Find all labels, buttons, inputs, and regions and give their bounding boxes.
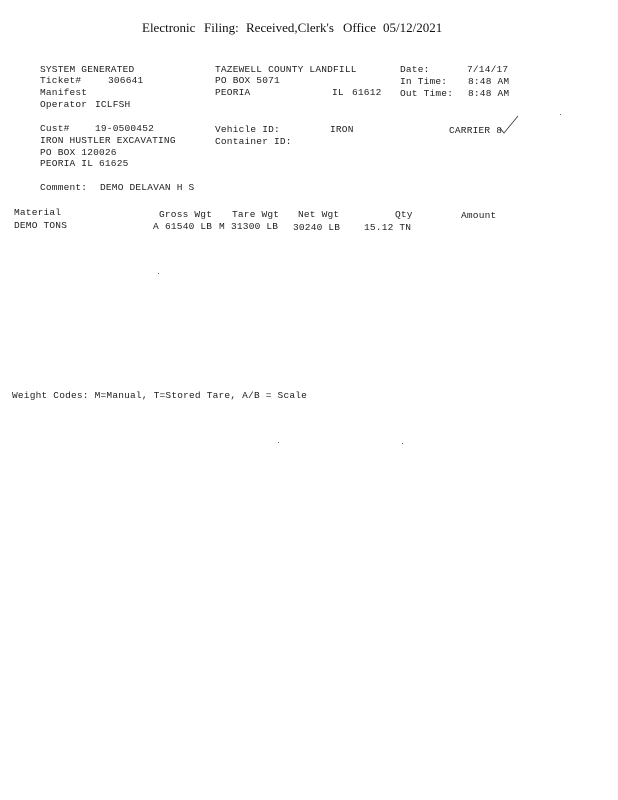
system-generated: SYSTEM GENERATED bbox=[40, 64, 135, 75]
facility-zip: 61612 bbox=[352, 87, 382, 98]
scan-speck bbox=[560, 114, 561, 115]
col-amount: Amount bbox=[461, 210, 497, 221]
operator-label: Operator bbox=[40, 99, 88, 110]
checkmark-icon bbox=[498, 114, 520, 136]
comment-value: DEMO DELAVAN H S bbox=[100, 182, 195, 193]
row-qty: 15.12 TN bbox=[364, 222, 412, 233]
out-time-label: Out Time: bbox=[400, 88, 454, 99]
filing-label: Filing: bbox=[204, 20, 239, 35]
col-tare: Tare Wgt bbox=[232, 209, 280, 220]
facility-state: IL bbox=[332, 87, 344, 98]
cust-number: 19-0500452 bbox=[95, 123, 155, 134]
row-gross-code: A bbox=[153, 221, 159, 232]
facility-box: PO BOX 5071 bbox=[215, 75, 280, 86]
vehicle-label: Vehicle ID: bbox=[215, 124, 280, 135]
row-net: 30240 LB bbox=[293, 222, 341, 233]
cust-label: Cust# bbox=[40, 123, 70, 134]
manifest-label: Manifest bbox=[40, 87, 88, 98]
ticket-number: 306641 bbox=[108, 75, 144, 86]
col-gross: Gross Wgt bbox=[159, 209, 213, 220]
date-label: Date: bbox=[400, 64, 430, 75]
filing-received: Received,Clerk's bbox=[246, 20, 334, 35]
out-time-value: 8:48 AM bbox=[468, 88, 510, 99]
date-value: 7/14/17 bbox=[467, 64, 509, 75]
comment-label: Comment: bbox=[40, 182, 88, 193]
ticket-label: Ticket# bbox=[40, 75, 82, 86]
filing-office: Office bbox=[343, 20, 376, 35]
customer-box: PO BOX 120026 bbox=[40, 147, 117, 158]
col-net: Net Wgt bbox=[298, 209, 340, 220]
row-material: DEMO TONS bbox=[14, 220, 68, 231]
col-qty: Qty bbox=[395, 209, 413, 220]
scan-speck bbox=[158, 273, 159, 274]
weight-codes-legend: Weight Codes: M=Manual, T=Stored Tare, A/B = Scale bbox=[12, 390, 308, 401]
row-tare: 31300 LB bbox=[231, 221, 279, 232]
scan-speck bbox=[278, 442, 279, 443]
container-label: Container ID: bbox=[215, 136, 292, 147]
customer-name: IRON HUSTLER EXCAVATING bbox=[40, 135, 176, 146]
col-material: Material bbox=[14, 207, 62, 218]
facility-name: TAZEWELL COUNTY LANDFILL bbox=[215, 64, 357, 75]
vehicle-value: IRON bbox=[330, 124, 354, 135]
operator-value: ICLFSH bbox=[95, 99, 131, 110]
in-time-value: 8:48 AM bbox=[468, 76, 510, 87]
row-tare-code: M bbox=[219, 221, 225, 232]
row-gross: 61540 LB bbox=[165, 221, 213, 232]
customer-city: PEORIA IL 61625 bbox=[40, 158, 129, 169]
carrier-label: CARRIER 8 bbox=[449, 125, 503, 136]
in-time-label: In Time: bbox=[400, 76, 448, 87]
facility-city: PEORIA bbox=[215, 87, 251, 98]
filing-electronic: Electronic bbox=[142, 20, 196, 35]
scan-speck bbox=[402, 443, 403, 444]
filing-date: 05/12/2021 bbox=[383, 20, 443, 35]
